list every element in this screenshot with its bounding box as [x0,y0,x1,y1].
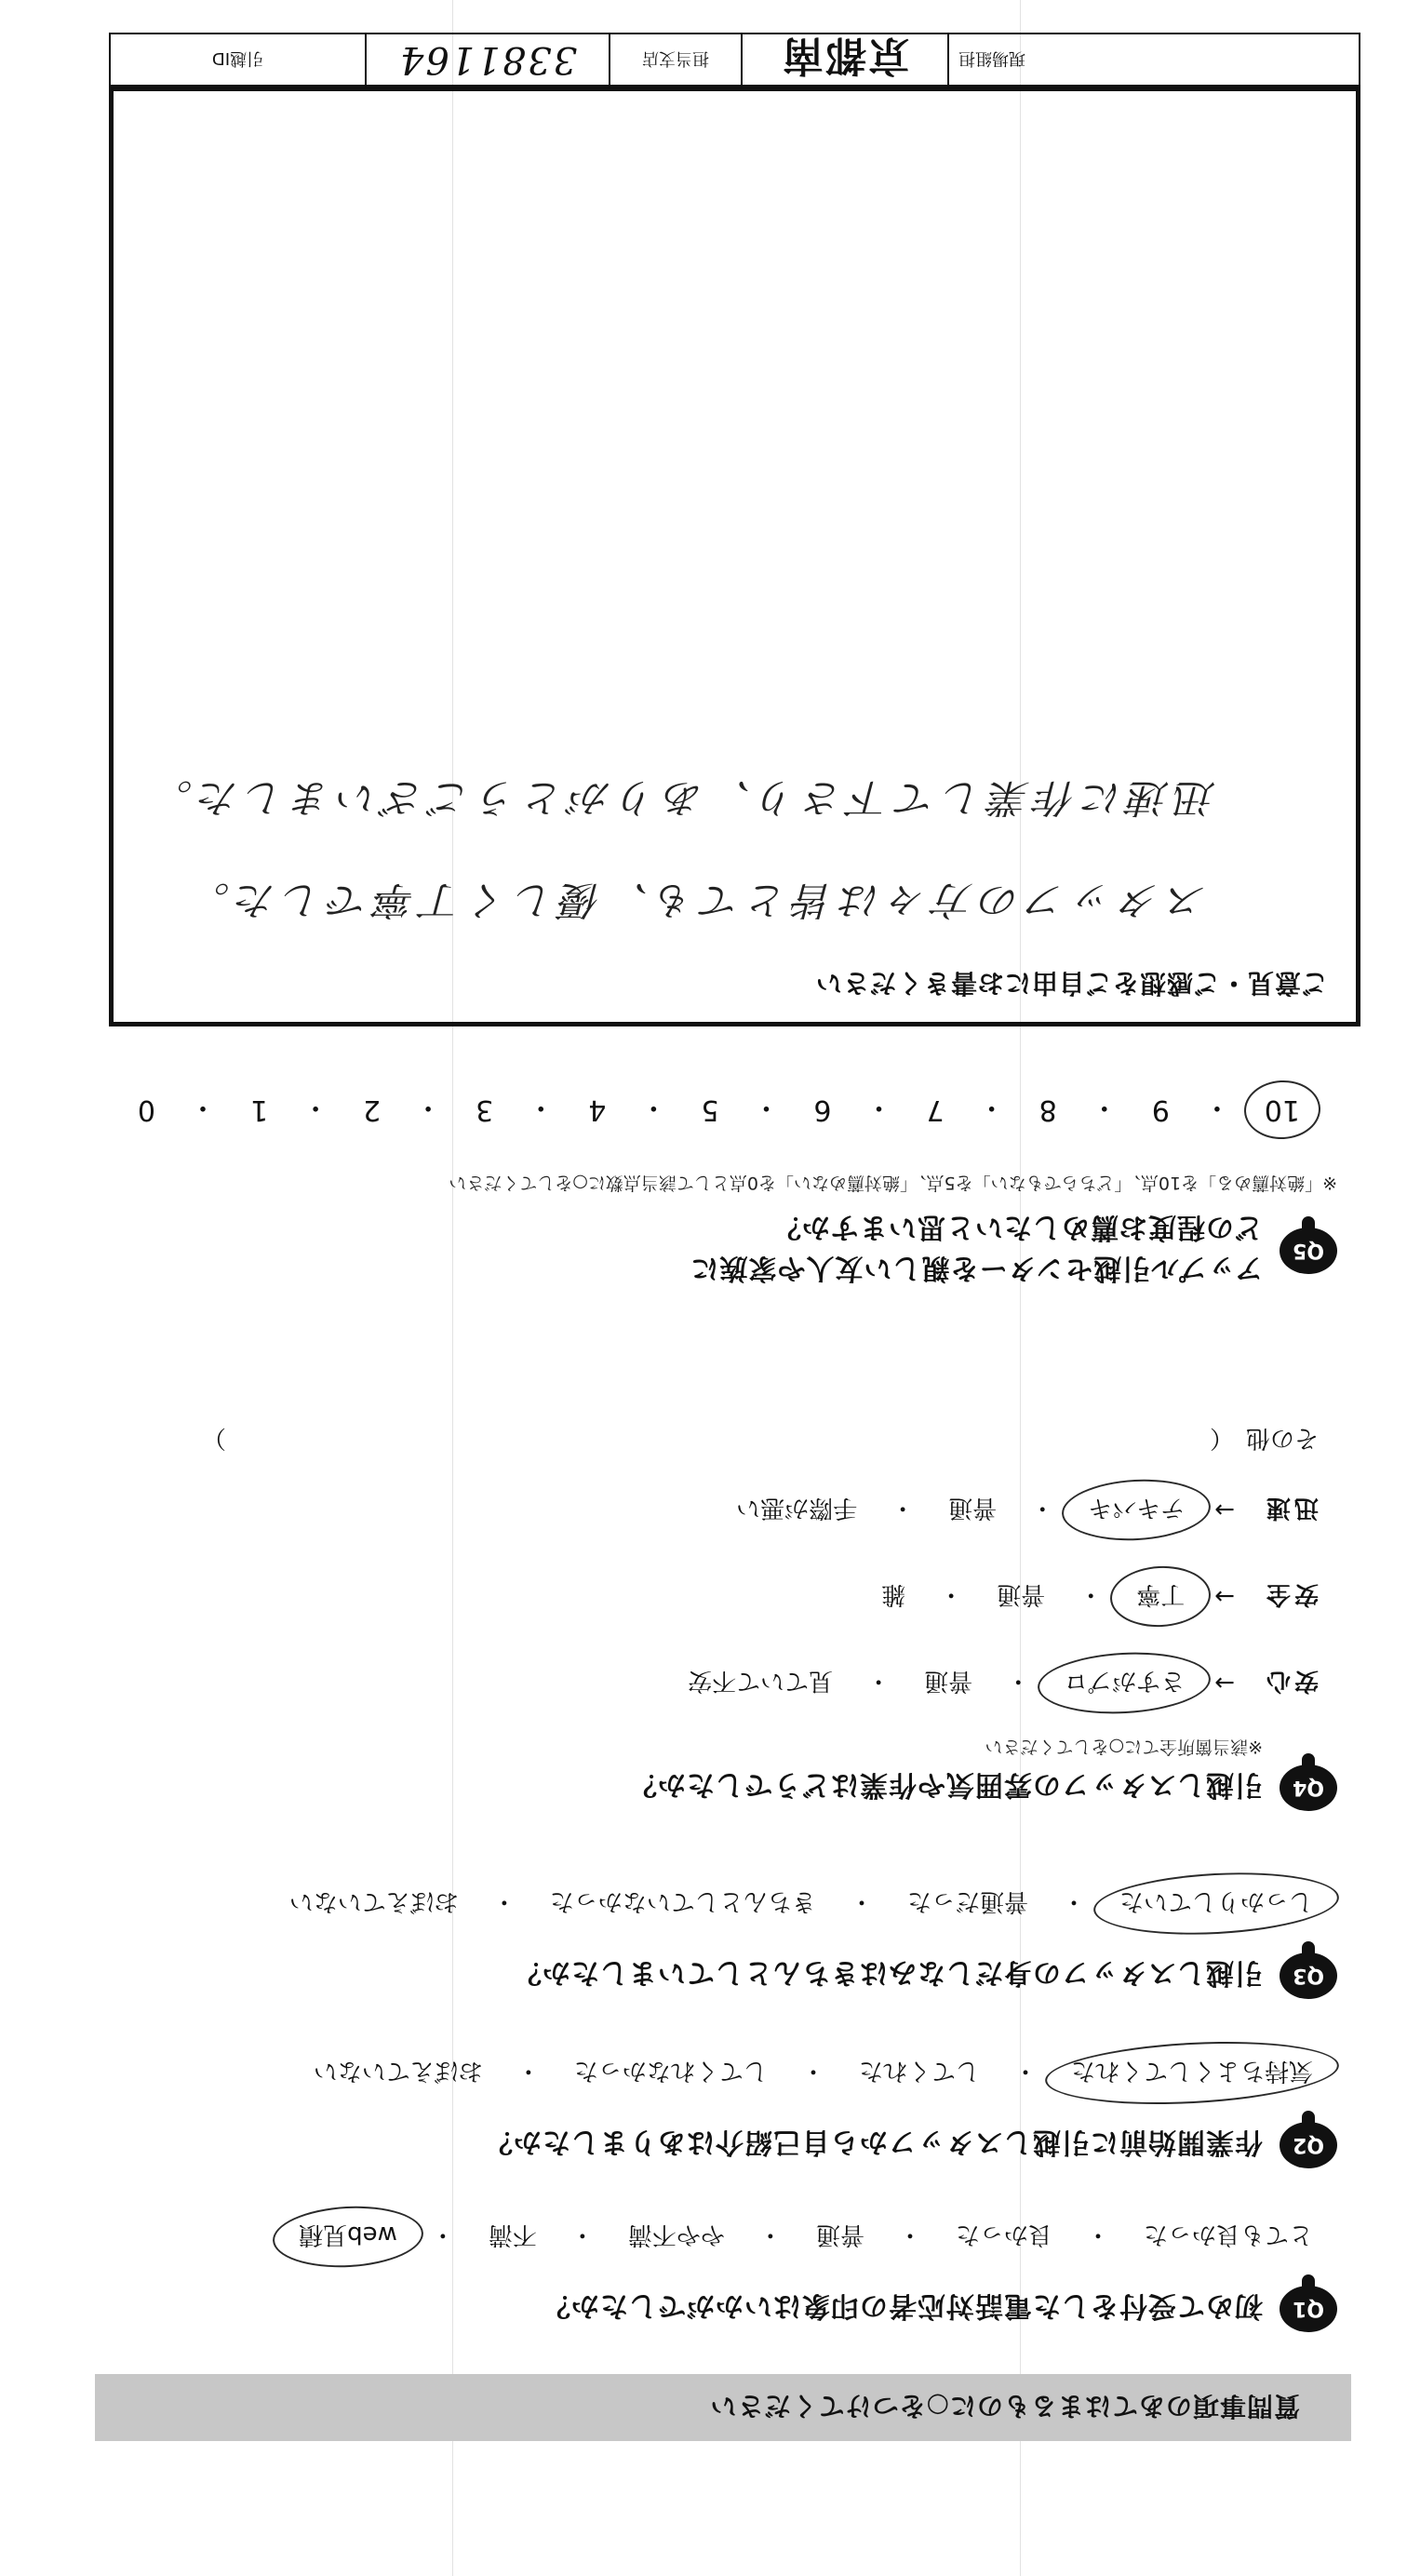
q4-note: ※該当箇所全てに○をしてください [985,1737,1263,1757]
group-cell [947,34,1359,85]
score-scale: 10 ・ 9 ・ 8 ・ 7 ・ 6 ・ 5 ・ 4 ・ 3 ・ 2 ・ 1 ・ 0 [137,1091,1300,1127]
q3-text: 引越しスタッフの身だしなみはきちんとしていましたか？ [513,1956,1263,1989]
q1-option[interactable]: とても良かった [1143,2220,1313,2248]
q1-option[interactable]: 不満 [488,2220,537,2248]
group-label: 現場組担 [958,48,1025,68]
eval-option-selected[interactable]: さすがプロ [1058,1666,1190,1700]
branch-label-cell [609,34,741,85]
question-1 [53,2220,1337,2332]
id-label: 引越ID [211,48,264,68]
q3-badge: Q3 [1280,1952,1337,1999]
other-close-paren: ） [202,1424,227,1452]
arrow-icon: → [1214,1669,1235,1697]
eval-option-selected[interactable]: テキパキ [1082,1493,1190,1527]
q4-badge: Q4 [1280,1764,1337,1811]
score-9[interactable]: 9 [1151,1093,1170,1127]
q3-option-selected[interactable]: しっかりしていた [1114,1886,1319,1921]
score-1[interactable]: 1 [249,1093,269,1127]
branch-value: 京都南 [781,32,909,79]
instruction-bar: 質問事項のあてはまるものに○をつけてください [95,2374,1351,2441]
id-value-cell [365,34,609,85]
branch-value-cell [741,34,947,85]
q5-note: ※「絶対薦める」を10点、「どちらでもない」を5点、「絶対薦めない」を0点として該当点数に○をしてください [449,1173,1337,1193]
q5-text-line2: どの程度お薦めしたいと思いますか？ [772,1211,1263,1243]
q2-option[interactable]: おぼえていない [313,2057,483,2085]
id-value: 3381164 [397,38,578,81]
q1-options: とても良かった ・ 良かった ・ 普通 ・ やや不満 ・ 不満 ・ web見積 [53,2220,1337,2254]
q2-text: 作業開始前に引越しスタッフから自己紹介はありましたか？ [484,2126,1263,2158]
other-row [202,1423,1337,1457]
question-3 [53,1886,1337,1999]
eval-option[interactable]: 手際が悪い [736,1494,858,1522]
q2-option-selected[interactable]: 気持ちよくしてくれた [1065,2056,1319,2090]
arrow-icon: → [1214,1496,1235,1524]
q1-text: 初めて受付をした電話対応者の印象はいかがでしたか？ [542,2289,1263,2322]
eval-option[interactable]: 雑 [881,1580,906,1608]
q2-option[interactable]: してくれた [858,2057,980,2085]
q5-text: アップル引越センターを親しい友人や家族に [690,1252,1263,1284]
score-10-selected[interactable]: 10 [1264,1093,1300,1127]
eval-label: 迅速 [1262,1494,1319,1522]
question-4 [53,1423,1337,1811]
q4-text: 引越しスタッフの雰囲気や作業はどうでしたか？ [628,1768,1263,1801]
q1-option[interactable]: 普通 [815,2220,864,2248]
eval-row-anshin: 安心 → さすがプロ ・ 普通 ・ 見ていて不安 [53,1666,1337,1700]
q1-option[interactable]: やや不満 [627,2220,725,2248]
q2-badge: Q2 [1280,2122,1337,2168]
question-5 [53,1090,1337,1292]
score-0[interactable]: 0 [137,1093,155,1127]
eval-option[interactable]: 見ていて不安 [688,1667,834,1695]
q1-badge: Q1 [1280,2286,1337,2332]
score-3[interactable]: 3 [476,1093,494,1127]
other-label [1210,1423,1319,1457]
q1-option[interactable]: 良かった [955,2220,1052,2248]
q3-option[interactable]: 普通だった [906,1887,1028,1915]
q3-option[interactable]: きちんとしていなかった [549,1887,816,1915]
score-2[interactable]: 2 [363,1093,382,1127]
score-4[interactable]: 4 [588,1093,607,1127]
score-8[interactable]: 8 [1038,1093,1057,1127]
score-5[interactable]: 5 [701,1093,719,1127]
score-7[interactable]: 7 [926,1093,945,1127]
comment-title: ご意見・ご感想をご自由にお書きください [814,968,1328,999]
handwritten-comment-line2: 迅速に作業して下さり、ありがとうございました。 [146,774,1216,820]
question-2 [53,2056,1337,2168]
branch-label: 担当支店 [642,48,709,68]
q3-option[interactable]: おぼえていない [288,1887,459,1915]
q1-option-selected[interactable]: web見積 [293,2220,403,2254]
score-6[interactable]: 6 [813,1093,832,1127]
footer-table [109,33,1360,87]
other-label-text: その他 [1245,1424,1319,1452]
handwritten-comment-line1: スタッフの方々は皆とても、優しく丁寧でした。 [183,877,1207,922]
q2-option[interactable]: してくれなかった [573,2057,768,2085]
eval-option-selected[interactable]: 丁寧 [1131,1579,1190,1614]
id-label-cell [111,34,365,85]
eval-row-anzen: 安全 → 丁寧 ・ 普通 ・ 雑 [53,1579,1337,1614]
eval-option[interactable]: 普通 [997,1580,1046,1608]
q2-options: 気持ちよくしてくれた ・ してくれた ・ してくれなかった ・ おぼえていない [53,2056,1337,2090]
eval-row-jinsoku: 迅速 → テキパキ ・ 普通 ・ 手際が悪い [53,1493,1337,1527]
q5-badge: Q5 [1280,1228,1337,1274]
eval-label: 安心 [1262,1667,1319,1695]
other-open-paren: （ [1209,1424,1222,1452]
arrow-icon: → [1214,1582,1235,1611]
eval-option[interactable]: 普通 [924,1667,973,1695]
eval-label: 安全 [1262,1580,1319,1608]
eval-option[interactable]: 普通 [948,1494,998,1522]
comment-box[interactable] [109,87,1360,1026]
q3-options: しっかりしていた ・ 普通だった ・ きちんとしていなかった ・ おぼえていない [53,1886,1337,1921]
